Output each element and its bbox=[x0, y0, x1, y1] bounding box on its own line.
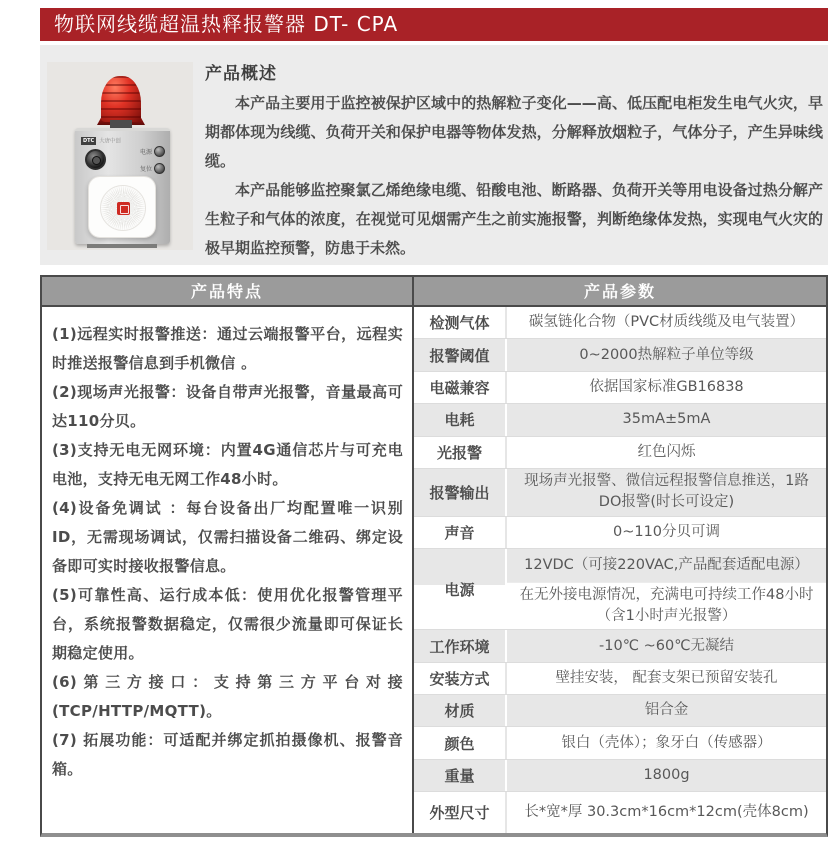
param-value: 长*宽*厚 30.3cm*16cm*12cm(壳体8cm) bbox=[524, 804, 809, 821]
param-value: 35mA±5mA bbox=[507, 404, 826, 435]
param-row bbox=[414, 403, 826, 435]
sensor-core-icon bbox=[117, 202, 130, 215]
reset-button-icon bbox=[154, 163, 165, 174]
param-label: 工作环境 bbox=[414, 630, 507, 661]
param-label: 外型尺寸 bbox=[414, 792, 507, 833]
param-value: 在无外接电源情况，充满电可持续工作48小时（含1小时声光报警） bbox=[507, 582, 826, 629]
brand-name: 大唐中创 bbox=[99, 138, 122, 145]
overview-heading: 产品概述 bbox=[205, 64, 277, 84]
feature-item: (5)可靠性高、运行成本低：使用优化报警管理平台，系统报警数据稳定，仅需很少流量即可保证长期稳定使用。 bbox=[52, 586, 403, 662]
param-value: 红色闪烁 bbox=[637, 443, 696, 460]
param-row bbox=[414, 307, 826, 338]
features-list bbox=[42, 307, 412, 784]
param-label: 电耗 bbox=[414, 404, 507, 435]
param-label: 电源 bbox=[414, 549, 507, 629]
param-label: 材质 bbox=[414, 695, 507, 726]
param-row bbox=[414, 371, 826, 403]
param-label: 声音 bbox=[414, 517, 507, 548]
param-label: 安装方式 bbox=[414, 663, 507, 694]
param-value: 碳氢链化合物（PVC材质线缆及电气装置） bbox=[528, 314, 805, 331]
param-row bbox=[414, 516, 826, 548]
features-header: 产品特点 bbox=[42, 277, 412, 307]
param-row bbox=[414, 759, 826, 791]
param-value: 12VDC（可接220VAC,产品配套适配电源） bbox=[507, 549, 826, 582]
overview-section bbox=[40, 45, 828, 265]
overview-paragraph-1: 本产品主要用于监控被保护区域中的热解粒子变化——高、低压配电柜发生电气火灾，早期都体现为线缆、负荷开关和保护电器等物体发热，分解释放烟粒子，气体分子，产生异味线缆。 bbox=[205, 94, 823, 170]
param-value: 1800g bbox=[507, 760, 826, 791]
param-value: 现场声光报警、微信远程报警信息推送，1路DO报警(时长可设定) bbox=[507, 469, 826, 516]
power-button-icon bbox=[154, 146, 165, 157]
param-row bbox=[414, 662, 826, 694]
feature-item: (7) 拓展功能：可适配并绑定抓拍摄像机、报警音箱。 bbox=[52, 731, 403, 778]
param-row bbox=[414, 468, 826, 516]
feature-item: (2)现场声光报警：设备自带声光报警，音量最高可达110分贝。 bbox=[52, 383, 403, 430]
param-label: 重量 bbox=[414, 760, 507, 791]
param-row bbox=[414, 338, 826, 370]
red-beacon-light bbox=[101, 76, 141, 122]
param-row bbox=[414, 548, 826, 629]
param-row bbox=[414, 629, 826, 661]
param-value: 依据国家标准GB16838 bbox=[589, 378, 744, 395]
feature-item: (3)支持无电无网环境：内置4G通信芯片与可充电电池，支持无电无网工作48小时。 bbox=[52, 441, 403, 488]
feature-item: (1)远程实时报警推送：通过云端报警平台，远程实时推送报警信息到手机微信 。 bbox=[52, 325, 403, 372]
param-row bbox=[414, 694, 826, 726]
feature-item: (4)设备免调试 ：每台设备出厂均配置唯一识别ID，无需现场调试，仅需扫描设备二维码、绑定设备即可实时接收报警信息。 bbox=[52, 499, 403, 575]
params-header: 产品参数 bbox=[414, 277, 826, 307]
param-row bbox=[414, 436, 826, 468]
param-label: 电磁兼容 bbox=[414, 372, 507, 403]
params-column bbox=[412, 277, 826, 833]
param-row bbox=[414, 726, 826, 758]
feature-item: (6)第三方接口：支持第三方平台对接(TCP/HTTP/MQTT)。 bbox=[52, 673, 403, 720]
overview-paragraph-2: 本产品能够监控聚氯乙烯绝缘电缆、铅酸电池、断路器、负荷开关等用电设备过热分解产生粒子和气体的浓度，在视觉可见烟需产生之前实施报警，判断绝缘体发热，实现电气火灾的极早期监控预警，防患于未然。 bbox=[205, 181, 823, 257]
features-column bbox=[42, 277, 412, 833]
gauge-dial bbox=[85, 149, 106, 170]
param-value: 0~2000热解粒子单位等级 bbox=[507, 339, 826, 370]
param-value-stack bbox=[507, 549, 826, 629]
brand-logo-badge: DTC bbox=[83, 137, 95, 144]
param-value: 0~110分贝可调 bbox=[612, 524, 721, 541]
power-indicator bbox=[140, 146, 165, 157]
param-label: 光报警 bbox=[414, 437, 507, 468]
reset-indicator-label: 复位 bbox=[139, 166, 152, 173]
param-row bbox=[414, 791, 826, 833]
param-value: 铝合金 bbox=[507, 695, 826, 726]
overview-text bbox=[205, 89, 823, 263]
sensor-head bbox=[88, 176, 156, 238]
reset-indicator bbox=[140, 163, 165, 174]
param-label: 颜色 bbox=[414, 727, 507, 758]
params-table bbox=[414, 307, 826, 833]
page-title: 物联网线缆超温热释报警器 DT- CPA bbox=[40, 8, 828, 41]
param-value: -10℃ ~60℃无凝结 bbox=[507, 630, 826, 661]
param-value: 壁挂安装， 配套支架已预留安装孔 bbox=[555, 669, 778, 686]
param-label: 检测气体 bbox=[414, 307, 507, 338]
power-indicator-label: 电源 bbox=[139, 149, 152, 156]
spec-sheet bbox=[40, 275, 828, 837]
param-label: 报警阈值 bbox=[414, 339, 507, 370]
product-photo bbox=[47, 62, 193, 250]
param-value: 银白（壳体）；象牙白（传感器） bbox=[561, 734, 772, 751]
device-body bbox=[75, 128, 170, 244]
param-label: 报警输出 bbox=[414, 469, 507, 516]
device-base bbox=[87, 244, 157, 248]
brand-logo bbox=[81, 136, 122, 145]
